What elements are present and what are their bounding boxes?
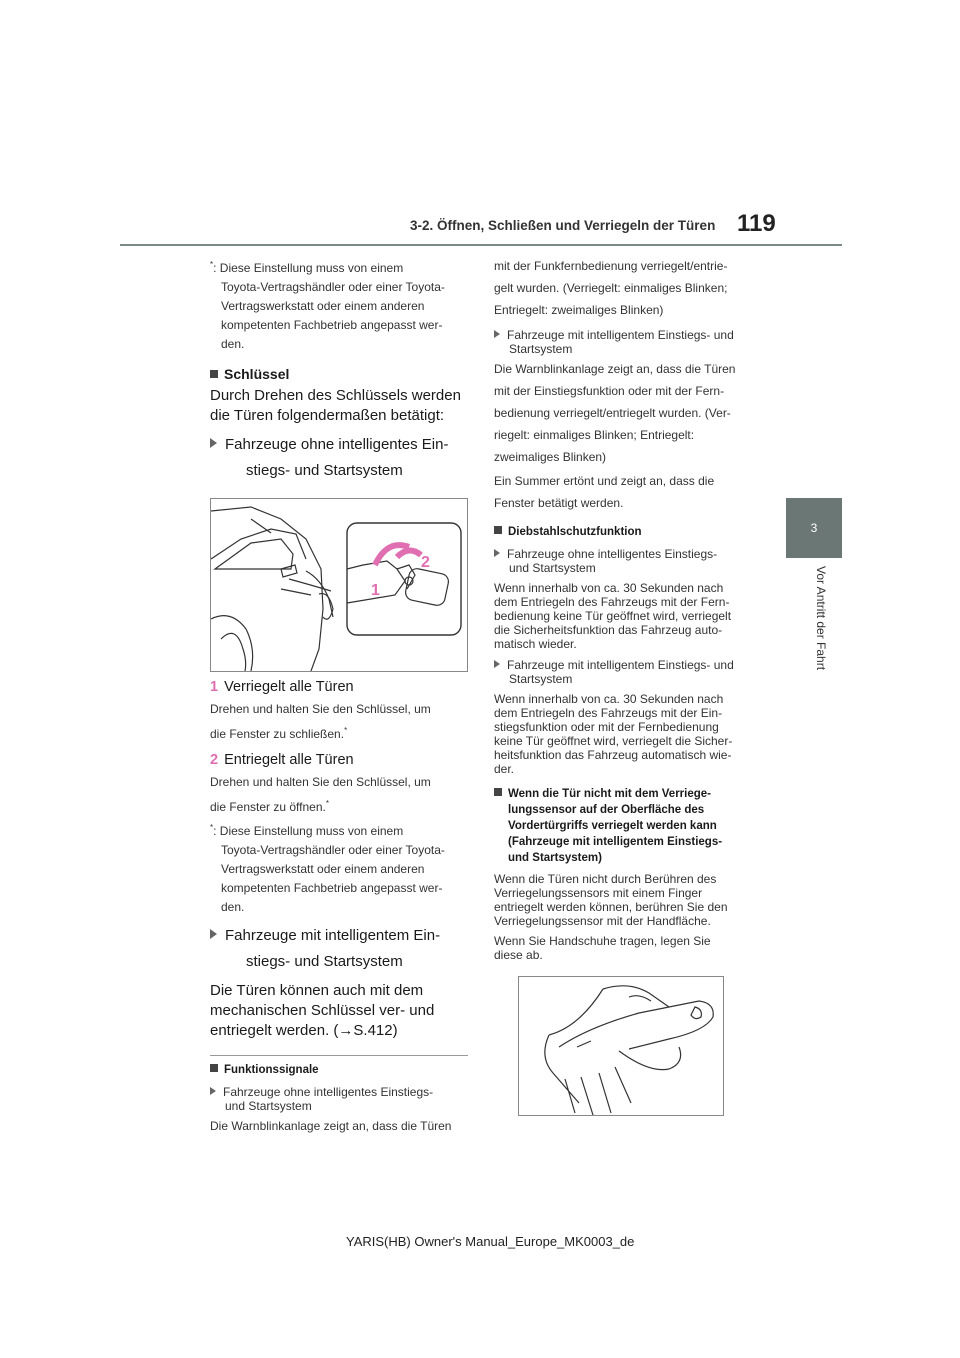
triangle-bullet-icon bbox=[494, 330, 500, 338]
mechanical-key-text: Die Türen können auch mit dem mechanischen Schlüssel ver- und entriegelt werden. (→S.412) bbox=[210, 982, 435, 1039]
square-bullet-icon bbox=[210, 1064, 218, 1072]
running-header-title: 3-2. Öffnen, Schließen und Verriegeln der Türen bbox=[410, 218, 716, 233]
key-door-illustration bbox=[211, 499, 467, 671]
signals-text-1: Die Warnblinkanlage zeigt an, dass die Türen bbox=[210, 1119, 452, 1133]
page-number: 119 bbox=[737, 210, 776, 237]
footnote-2: *: Diese Einstellung muss von einem Toyota-Vertragshändler oder einer Toyota- Vertragswerkstatt oder einem anderen kompetenten Fachbetrieb angepasst wer- den. bbox=[210, 823, 445, 914]
subheading-without-smart-entry: Fahrzeuge ohne intelligentes Ein- stiegs- und Startsystem bbox=[210, 432, 470, 484]
signals-text-1-continued: mit der Funkfernbedienung verriegelt/entrie- gelt wurden. (Verriegelt: einmaliges Blinken; Entriegelt: zweimaliges Blinken) bbox=[494, 259, 728, 317]
footnote-mark: * bbox=[210, 260, 214, 269]
item-number: 1 bbox=[210, 679, 219, 695]
left-column bbox=[210, 255, 470, 1137]
footer-manual-id: YARIS(HB) Owner's Manual_Europe_MK0003_de bbox=[346, 1234, 635, 1249]
figure-key-door-lock bbox=[210, 498, 468, 672]
chapter-number: 3 bbox=[810, 521, 818, 535]
item-lock-desc: Drehen und halten Sie den Schlüssel, um die Fenster zu schließen.* bbox=[210, 702, 431, 741]
square-bullet-icon bbox=[210, 370, 218, 378]
item-unlock-all: 2 Entriegelt alle Türen bbox=[210, 752, 354, 768]
header-divider bbox=[120, 244, 842, 246]
heading-theft-protection: Diebstahlschutzfunktion bbox=[494, 524, 750, 540]
hand-door-handle-illustration bbox=[519, 977, 723, 1115]
signals-text-2: Die Warnblinkanlage zeigt an, dass die Türen mit der Einstiegsfunktion oder mit der Fern- bedienung verriegelt/entriegelt wurden. (Ver- riegelt: einmaliges Blinken; Entriegelt: zweimaliges Blinken) bbox=[494, 362, 736, 464]
item-lock-all: 1 Verriegelt alle Türen bbox=[210, 679, 354, 695]
footnote-mark: * bbox=[210, 823, 214, 832]
figure-label-2: 2 bbox=[421, 554, 430, 571]
triangle-bullet-icon bbox=[494, 549, 500, 557]
triangle-bullet-icon bbox=[210, 929, 217, 939]
signals-sub-with-smart: Fahrzeuge mit intelligentem Einstiegs- und Startsystem bbox=[494, 328, 750, 356]
sensor-text: Wenn die Türen nicht durch Berühren des Verriegelungssensors mit einem Finger entriegelt werden können, berühren Sie den Verriegelungssensor mit der Handfläche. bbox=[494, 872, 728, 928]
heading-signals: Funktionssignale bbox=[210, 1062, 470, 1078]
square-bullet-icon bbox=[494, 526, 502, 534]
buzzer-text: Ein Summer ertönt und zeigt an, dass die Fenster betätigt werden. bbox=[494, 474, 715, 510]
chapter-tab bbox=[786, 498, 842, 558]
theft-sub-with-smart: Fahrzeuge mit intelligentem Einstiegs- und Startsystem bbox=[494, 658, 750, 686]
section-divider bbox=[210, 1055, 468, 1056]
heading-lock-sensor: Wenn die Tür nicht mit dem Verriege- lungssensor auf der Oberfläche des Vordertürgriffs verriegelt werden kann (Fahrzeuge mit intelligentem Einstiegs- und Startsystem) bbox=[494, 786, 750, 866]
gloves-text: Wenn Sie Handschuhe tragen, legen Sie diese ab. bbox=[494, 934, 711, 962]
key-intro: Durch Drehen des Schlüssels werden die Türen folgendermaßen betätigt: bbox=[210, 387, 461, 424]
right-column bbox=[494, 255, 750, 1116]
triangle-bullet-icon bbox=[210, 438, 217, 448]
heading-key: Schlüssel bbox=[210, 364, 470, 384]
footnote-1: *: Diese Einstellung muss von einem Toyota-Vertragshändler oder einer Toyota- Vertragswerkstatt oder einem anderen kompetenten Fachbetrieb angepasst wer- den. bbox=[210, 260, 445, 351]
chapter-title-vertical: Vor Antritt der Fahrt bbox=[814, 566, 828, 671]
signals-sub-without-smart: Fahrzeuge ohne intelligentes Einstiegs- und Startsystem bbox=[210, 1085, 470, 1113]
figure-label-1: 1 bbox=[371, 582, 380, 599]
triangle-bullet-icon bbox=[210, 1087, 216, 1095]
theft-text-1: Wenn innerhalb von ca. 30 Sekunden nach dem Entriegeln des Fahrzeugs mit der Fern- bedienung keine Tür geöffnet wird, verriegelt die Sicherheitsfunktion das Fahrzeug auto- matisch wieder. bbox=[494, 581, 732, 651]
theft-sub-without-smart: Fahrzeuge ohne intelligentes Einstiegs- und Startsystem bbox=[494, 547, 750, 575]
item-unlock-desc: Drehen und halten Sie den Schlüssel, um die Fenster zu öffnen.* bbox=[210, 775, 431, 814]
square-bullet-icon bbox=[494, 788, 502, 796]
subheading-with-smart-entry: Fahrzeuge mit intelligentem Ein- stiegs- und Startsystem bbox=[210, 923, 470, 975]
theft-text-2: Wenn innerhalb von ca. 30 Sekunden nach dem Entriegeln des Fahrzeugs mit der Ein- stiegsfunktion oder mit der Fernbedienung keine Tür geöffnet wird, verriegelt die Sicher- heitsfunktion das Fahrzeug automatisch wie- der. bbox=[494, 692, 733, 776]
figure-hand-on-handle bbox=[518, 976, 724, 1116]
triangle-bullet-icon bbox=[494, 660, 500, 668]
item-number: 2 bbox=[210, 752, 219, 768]
